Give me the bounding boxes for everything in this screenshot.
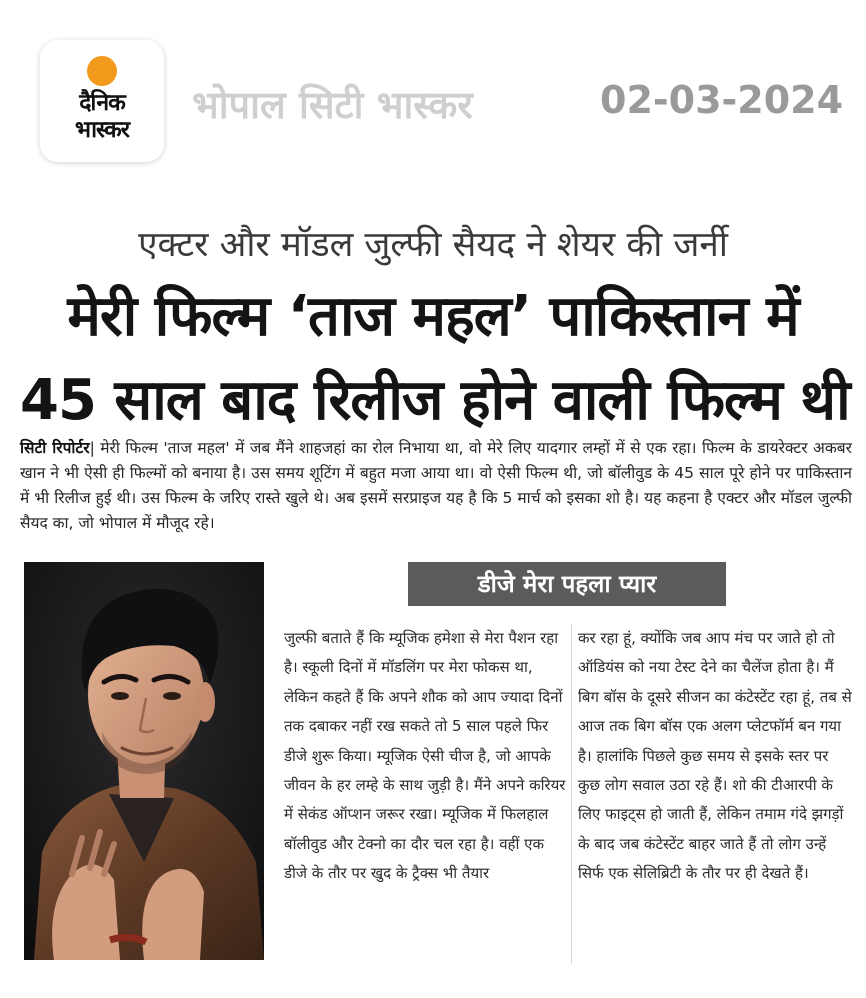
logo-line-2: भास्कर [74,117,130,143]
byline-separator: | [89,439,101,457]
byline: सिटी रिपोर्टर [20,439,90,457]
column-divider [571,624,572,964]
dainik-bhaskar-logo [40,40,164,162]
headline-line-1: मेरी फिल्म ‘ताज महल’ पाकिस्तान में [67,284,799,349]
sun-logo-icon [87,56,117,86]
article-intro [20,436,852,536]
edition-date: 02-03-2024 [600,78,844,122]
logo-line-1: दैनिक [79,90,125,116]
body-column-1: जुल्फी बताते हैं कि म्यूजिक हमेशा से मेरा पैशन रहा है। स्कूली दिनों में मॉडलिंग पर मेरा फोकस था, लेकिन कहते हैं कि अपने शौक को आप ज्यादा दिनों तक दबाकर नहीं रख सकते तो 5 साल पहले फिर डीजे शुरू किया। म्यूजिक ऐसी चीज है, जो आपके जीवन के हर लम्हे के साथ जुड़ी है। मैंने अपने करियर में सेकंड ऑप्शन जरूर रखा। म्यूजिक में फिलहाल बॉलीवुड और टेक्नो का दौर चल रहा है। वहीं एक डीजे के तौर पर खुद के ट्रैक्स भी तैयार [284,629,566,883]
body-column-2: कर रहा हूं, क्योंकि जब आप मंच पर जाते हो तो ऑडियंस को नया टेस्ट देने का चैलेंज होता है। मैं बिग बॉस के दूसरे सीजन का कंटेस्टेंट रहा हूं, तब से आज तक बिग बॉस एक अलग प्लेटफॉर्म बन गया है। हालांकि पिछले कुछ समय से इसके स्तर पर कुछ लोग सवाल उठा रहे हैं। शो की टीआरपी के लिए फाइट्स हो जाती हैं, लेकिन तमाम गंदे झगड़ों के बाद जब कंटेस्टेंट बाहर जाते हैं तो लोग उन्हें सिर्फ एक सेलिब्रिटी के तौर पर ही देखते हैं। [578,629,852,883]
section-heading: डीजे मेरा पहला प्यार [408,562,726,606]
logo-wordmark [40,90,164,144]
intro-text: मेरी फिल्म 'ताज महल' में जब मैंने शाहजहां का रोल निभाया था, वो मेरे लिए यादगार लम्हों में से एक रहा। फिल्म के डायरेक्टर अकबर खान ने भी ऐसी ही फिल्मों को बनाया है। उस समय शूटिंग में बहुत मजा आया था। वो ऐसी फिल्म थी, जो बॉलीवुड के 45 साल पूरे होने पर पाकिस्तान में भी रिलीज हुई थी। उस फिल्म के जरिए रास्ते खुले थे। अब इसमें सरप्राइज यह है कि 5 मार्च को इसका शो है। यह कहना है एक्टर और मॉडल जुल्फी सैयद का, जो भोपाल में मौजूद रहे। [20,439,852,532]
edition-name: भोपाल सिटी भास्कर [192,83,473,127]
actor-portrait-illustration [24,562,264,960]
article-kicker: एक्टर और मॉडल जुल्फी सैयद ने शेयर की जर्नी [138,225,728,265]
actor-photo [24,562,264,960]
headline-line-2: 45 साल बाद रिलीज होने वाली फिल्म थी [20,368,850,433]
